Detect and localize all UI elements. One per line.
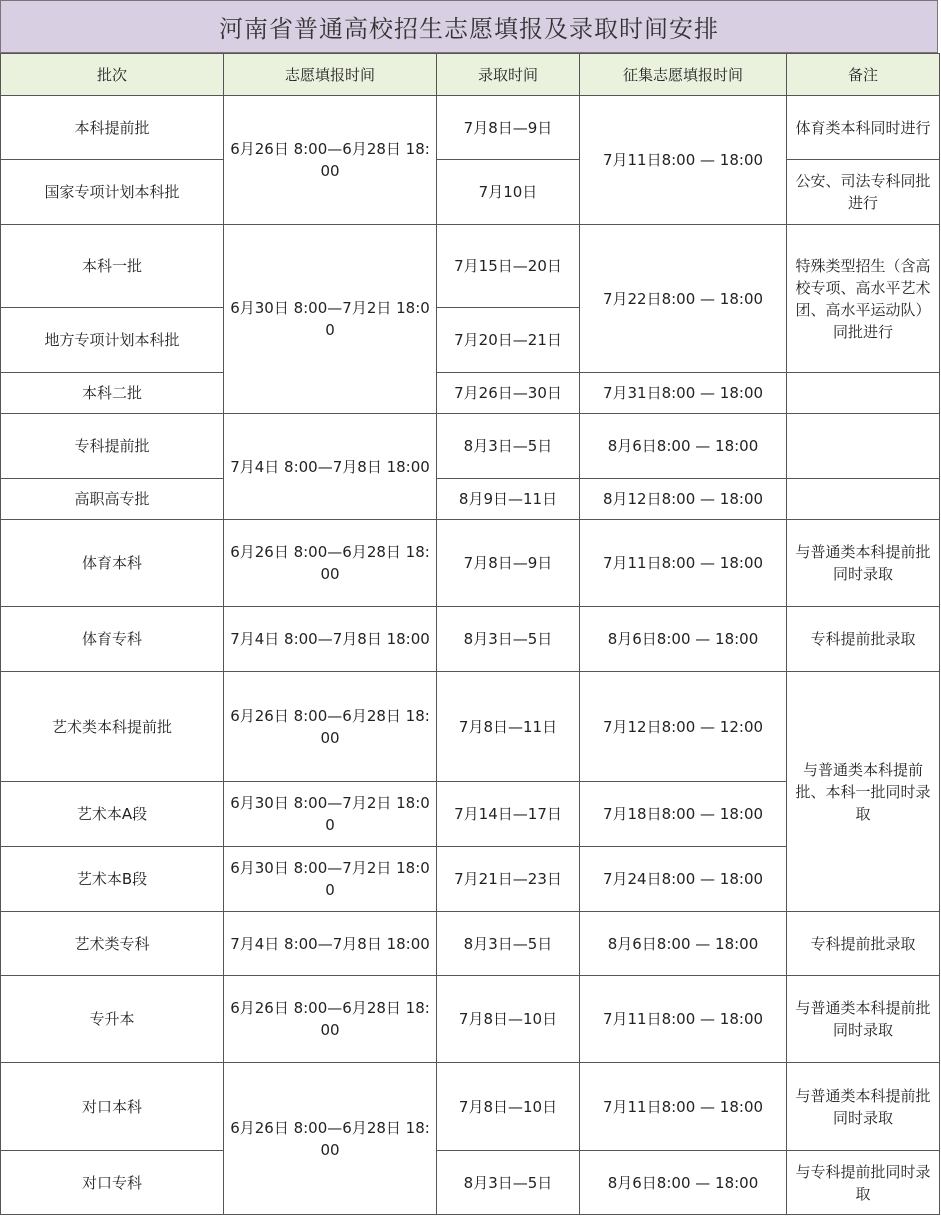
batch-cell: 艺术类专科: [1, 912, 224, 976]
header-supplementary-time: 征集志愿填报时间: [580, 54, 787, 96]
apply-time-cell: 6月26日 8:00—6月28日 18:00: [224, 1063, 437, 1215]
note-cell: 与普通类本科提前批同时录取: [787, 520, 940, 607]
note-cell: 特殊类型招生（含高校专项、高水平艺术团、高水平运动队）同批进行: [787, 225, 940, 373]
note-cell: 公安、司法专科同批进行: [787, 160, 940, 225]
admit-time-cell: 8月3日—5日: [437, 1151, 580, 1215]
admit-time-cell: 7月15日—20日: [437, 225, 580, 308]
admit-time-cell: 7月14日—17日: [437, 782, 580, 847]
note-cell: 专科提前批录取: [787, 607, 940, 672]
note-cell: 与专科提前批同时录取: [787, 1151, 940, 1215]
batch-cell: 本科二批: [1, 373, 224, 414]
apply-time-cell: 7月4日 8:00—7月8日 18:00: [224, 414, 437, 520]
table-row: [1, 520, 940, 607]
admit-time-cell: 7月10日: [437, 160, 580, 225]
apply-time-cell: 7月4日 8:00—7月8日 18:00: [224, 607, 437, 672]
supplementary-time-cell: 7月11日8:00 — 18:00: [580, 1063, 787, 1151]
table-row: [1, 479, 940, 520]
apply-time-cell: 6月26日 8:00—6月28日 18:00: [224, 976, 437, 1063]
supplementary-time-cell: 7月31日8:00 — 18:00: [580, 373, 787, 414]
note-cell: [787, 373, 940, 414]
batch-cell: 本科提前批: [1, 96, 224, 160]
table-row: [1, 96, 940, 160]
apply-time-cell: 6月30日 8:00—7月2日 18:00: [224, 225, 437, 414]
note-cell: 专科提前批录取: [787, 912, 940, 976]
table-row: [1, 225, 940, 308]
admit-time-cell: 7月20日—21日: [437, 308, 580, 373]
admit-time-cell: 8月9日—11日: [437, 479, 580, 520]
note-cell: 与普通类本科提前批、本科一批同时录取: [787, 672, 940, 912]
apply-time-cell: 6月26日 8:00—6月28日 18:00: [224, 520, 437, 607]
supplementary-time-cell: 8月6日8:00 — 18:00: [580, 414, 787, 479]
batch-cell: 专升本: [1, 976, 224, 1063]
table-row: [1, 414, 940, 479]
apply-time-cell: 6月26日 8:00—6月28日 18:00: [224, 672, 437, 782]
admit-time-cell: 8月3日—5日: [437, 912, 580, 976]
supplementary-time-cell: 7月22日8:00 — 18:00: [580, 225, 787, 373]
supplementary-time-cell: 8月6日8:00 — 18:00: [580, 1151, 787, 1215]
admit-time-cell: 7月8日—10日: [437, 1063, 580, 1151]
batch-cell: 艺术类本科提前批: [1, 672, 224, 782]
admit-time-cell: 7月21日—23日: [437, 847, 580, 912]
admit-time-cell: 7月8日—9日: [437, 96, 580, 160]
batch-cell: 专科提前批: [1, 414, 224, 479]
apply-time-cell: 6月30日 8:00—7月2日 18:00: [224, 847, 437, 912]
admit-time-cell: 8月3日—5日: [437, 607, 580, 672]
apply-time-cell: 6月26日 8:00—6月28日 18:00: [224, 96, 437, 225]
batch-cell: 国家专项计划本科批: [1, 160, 224, 225]
supplementary-time-cell: 7月24日8:00 — 18:00: [580, 847, 787, 912]
table-row: [1, 373, 940, 414]
supplementary-time-cell: 8月6日8:00 — 18:00: [580, 607, 787, 672]
note-cell: [787, 479, 940, 520]
supplementary-time-cell: 7月11日8:00 — 18:00: [580, 520, 787, 607]
table-row: [1, 1063, 940, 1151]
batch-cell: 地方专项计划本科批: [1, 308, 224, 373]
apply-time-cell: 7月4日 8:00—7月8日 18:00: [224, 912, 437, 976]
supplementary-time-cell: 8月12日8:00 — 18:00: [580, 479, 787, 520]
table-row: [1, 160, 940, 225]
header-admit-time: 录取时间: [437, 54, 580, 96]
table-row: [1, 976, 940, 1063]
table-row: [1, 607, 940, 672]
header-batch: 批次: [1, 54, 224, 96]
batch-cell: 对口本科: [1, 1063, 224, 1151]
batch-cell: 体育专科: [1, 607, 224, 672]
header-note: 备注: [787, 54, 940, 96]
admit-time-cell: 7月8日—9日: [437, 520, 580, 607]
table-row: [1, 912, 940, 976]
batch-cell: 高职高专批: [1, 479, 224, 520]
admit-time-cell: 7月8日—10日: [437, 976, 580, 1063]
supplementary-time-cell: 7月11日8:00 — 18:00: [580, 976, 787, 1063]
table-header-row: [1, 54, 940, 96]
note-cell: 体育类本科同时进行: [787, 96, 940, 160]
header-apply-time: 志愿填报时间: [224, 54, 437, 96]
note-cell: [787, 414, 940, 479]
admit-time-cell: 8月3日—5日: [437, 414, 580, 479]
supplementary-time-cell: 7月18日8:00 — 18:00: [580, 782, 787, 847]
admit-time-cell: 7月8日—11日: [437, 672, 580, 782]
table-row: [1, 672, 940, 782]
batch-cell: 对口专科: [1, 1151, 224, 1215]
note-cell: 与普通类本科提前批同时录取: [787, 976, 940, 1063]
table-row: [1, 1151, 940, 1215]
schedule-table: [0, 53, 940, 1215]
supplementary-time-cell: 7月11日8:00 — 18:00: [580, 96, 787, 225]
supplementary-time-cell: 7月12日8:00 — 12:00: [580, 672, 787, 782]
supplementary-time-cell: 8月6日8:00 — 18:00: [580, 912, 787, 976]
note-cell: 与普通类本科提前批同时录取: [787, 1063, 940, 1151]
batch-cell: 体育本科: [1, 520, 224, 607]
admit-time-cell: 7月26日—30日: [437, 373, 580, 414]
batch-cell: 本科一批: [1, 225, 224, 308]
batch-cell: 艺术本A段: [1, 782, 224, 847]
batch-cell: 艺术本B段: [1, 847, 224, 912]
page-title: 河南省普通高校招生志愿填报及录取时间安排: [0, 0, 938, 53]
apply-time-cell: 6月30日 8:00—7月2日 18:00: [224, 782, 437, 847]
